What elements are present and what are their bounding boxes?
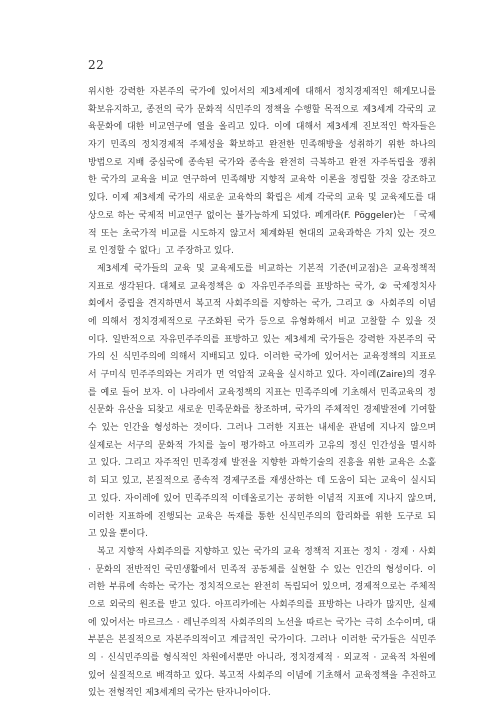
text-line: 있는 전형적인 제3세계의 국가는 탄자니아이다. bbox=[88, 688, 271, 699]
text-line: 수 있는 인간을 형성하는 것이다. 그러나 그러한 지표는 내세운 관념에 지나지 않으며 bbox=[88, 423, 436, 434]
text-line: 로 인정할 수 없다」고 주장하고 있다. bbox=[88, 246, 234, 257]
text-line: 회에서 중립을 견지하면서 복고적 사회주의를 지향하는 국가, 그리고 ③ 사회주의 이념 bbox=[88, 299, 436, 310]
paragraph-2 bbox=[88, 261, 436, 544]
text-line: 자기 민족의 정치경제적 주체성을 확보하고 완전한 민족해방을 성취하기 위한 하나의 bbox=[88, 140, 436, 151]
text-line: 확보유지하고, 종전의 국가 문화적 식민주의 정책을 수행할 목적으로 제3세계 각국의 교 bbox=[88, 104, 436, 115]
text-line: 실제로는 서구의 문화적 가치를 높이 평가하고 아프리카 고유의 정신 인간성을 멸시하 bbox=[88, 440, 436, 451]
text-line: 신문화 유산을 되찾고 새로운 민족문화를 창조하며, 국가의 주체적인 경제발전에 기여할 bbox=[88, 405, 436, 416]
text-line: 히 되고 있고, 본질적으로 종속적 경제구조를 재생산하는 데 도움이 되는 교육이 실시되 bbox=[88, 476, 436, 487]
text-line: 에 의해서 정치경제적으로 구조화된 국가 등으로 유형화해서 비교 고찰할 수 있을 것 bbox=[88, 316, 436, 327]
text-line: 육문화에 대한 비교연구에 열을 올리고 있다. 이에 대해서 제3세계 진보적인 학자들은 bbox=[88, 122, 436, 133]
text-line: 복고 지향적 사회주의를 지향하고 있는 국가의 교육 정책적 지표는 정치 · 경제 · 사회 bbox=[97, 546, 436, 557]
text-line: 이다. 일반적으로 자유민주주의를 표방하고 있는 제3세계 국가들은 강력한 자본주의 국 bbox=[88, 334, 436, 345]
page-number: 22 bbox=[88, 58, 105, 72]
body-text bbox=[88, 84, 436, 703]
text-line: 에 있어서는 마르크스 · 레닌주의적 사회주의의 노선을 따르는 국가는 극히 소수이며, 대 bbox=[88, 617, 436, 628]
text-line: 으로 외국의 원조를 받고 있다. 아프리카에는 사회주의를 표방하는 나라가 많지만, 실제 bbox=[88, 599, 436, 610]
text-line: 한 국가의 교육을 비교 연구하여 민족해방 지향적 교육학 이론을 정립할 것을 강조하고 bbox=[88, 175, 436, 186]
text-line: 고 있다. 그리고 자주적인 민족경제 발전을 지향한 과학기술의 진흥을 위한 교육은 소홀 bbox=[88, 458, 436, 469]
text-line: 를 예로 들어 보자. 이 나라에서 교육정책의 지표는 민족주의에 기초해서 민족교육의 정 bbox=[88, 387, 436, 398]
text-line: 서 구미식 민주주의와는 거리가 먼 억압적 교육을 실시하고 있다. 자이레(Zaire)의 경우 bbox=[88, 370, 436, 380]
text-line: 지표로 생각된다. 대체로 교육정책은 ① 자유민주주의를 표방하는 국가, ② 국제정치사 bbox=[88, 281, 436, 292]
text-line: 의 · 신식민주의를 형식적인 차원에서뿐만 아니라, 정치경제적 · 외교적 · 교육적 차원에 bbox=[88, 653, 436, 663]
text-line: 가의 신 식민주의에 의해서 지배되고 있다. 이러한 국가에 있어서는 교육정책의 지표로 bbox=[88, 352, 436, 363]
text-line: 이러한 지표하에 진행되는 교육은 독재를 통한 신식민주의의 합리화를 위한 도구로 되 bbox=[88, 511, 436, 522]
paragraph-1 bbox=[88, 84, 436, 261]
text-line: 적 또는 초국가적 비교를 시도하지 않고서 체계화된 현대의 교육과학은 가치 있는 것으 bbox=[88, 228, 436, 239]
text-line: 부분은 본질적으로 자본주의적이고 계급적인 국가이다. 그러나 이러한 국가들은 식민주 bbox=[88, 635, 436, 646]
text-line: 고 있다. 자이레에 있어 민족주의적 이데올로기는 공허한 이념적 지표에 지나지 않으며, bbox=[88, 493, 436, 504]
text-line: 있어 실질적으로 배격하고 있다. 복고적 사회주의 이념에 기초해서 교육정책을 추진하고 bbox=[88, 670, 436, 681]
text-line: 상으로 하는 국제적 비교연구 없이는 불가능하게 되었다. 페게라(F. Pöggeler)는 「국제 bbox=[88, 210, 436, 221]
text-line: 있다. 이제 제3세계 국가의 새로운 교육학의 확립은 세계 각국의 교육 및 교육제도를 대 bbox=[88, 193, 436, 204]
text-line: 고 있을 뿐이다. bbox=[88, 529, 148, 540]
text-line: · 문화의 전반적인 국민생활에서 민족적 공동체를 실현할 수 있는 인간의 형성이다. 이 bbox=[88, 564, 436, 575]
text-line: 제3세계 국가들의 교육 및 교육제도를 비교하는 기본적 기준(비교점)은 교육정책적 bbox=[97, 263, 436, 274]
text-line: 위시한 강력한 자본주의 국가에 있어서의 제3세계에 대해서 정치경제적인 헤게모니를 bbox=[88, 87, 436, 97]
paragraph-3 bbox=[88, 544, 436, 703]
text-line: 러한 부류에 속하는 국가는 정치적으로는 완전히 독립되어 있으며, 경제적으로는 주체적 bbox=[88, 582, 436, 593]
text-line: 방법으로 지배 중심국에 종속된 국가와 종속을 완전히 극복하고 완전 자주독립을 쟁취 bbox=[88, 157, 436, 168]
